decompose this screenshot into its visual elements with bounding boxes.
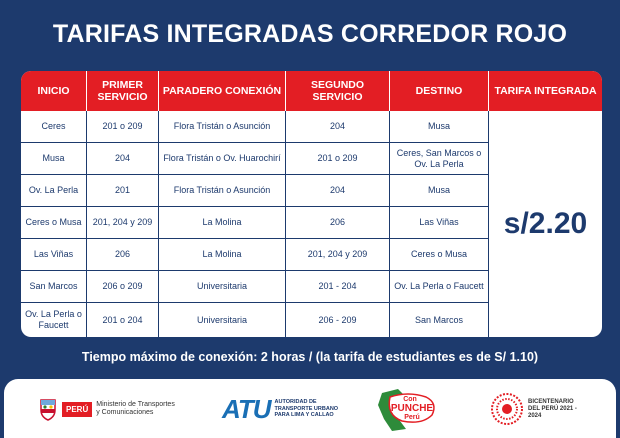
cell-inicio: Ov. La Perla o Faucett (21, 303, 87, 337)
fare-value: s/2.20 (503, 207, 588, 240)
cell-inicio: Ceres (21, 111, 87, 143)
cell-segundo-servicio: 206 (286, 207, 390, 239)
cell-inicio: Ov. La Perla (21, 175, 87, 207)
cell-paradero-conexion: Universitaria (159, 271, 286, 303)
con-punche-peru-logo (372, 385, 444, 433)
footer-logos (4, 379, 616, 438)
campaign-lettering-punche: PUNCHE (390, 403, 434, 414)
cell-destino: Ceres, San Marcos o Ov. La Perla (390, 143, 489, 175)
cell-destino: San Marcos (390, 303, 489, 337)
header-primer-servicio: PRIMER SERVICIO (87, 71, 159, 111)
connection-note: Tiempo máximo de conexión: 2 horas / (la tarifa de estudiantes es de S/ 1.10) (81, 350, 539, 364)
header-tarifa-integrada: TARIFA INTEGRADA (489, 71, 602, 111)
cell-segundo-servicio: 201 - 204 (286, 271, 390, 303)
cell-segundo-servicio: 201 o 209 (286, 143, 390, 175)
fare-table (21, 71, 602, 337)
cell-segundo-servicio: 201, 204 y 209 (286, 239, 390, 271)
cell-destino: Ceres o Musa (390, 239, 489, 271)
cell-primer-servicio: 201 (87, 175, 159, 207)
cell-inicio: San Marcos (21, 271, 87, 303)
cell-primer-servicio: 201 o 204 (87, 303, 159, 337)
cell-primer-servicio: 201 o 209 (87, 111, 159, 143)
cell-segundo-servicio: 204 (286, 175, 390, 207)
cell-paradero-conexion: Universitaria (159, 303, 286, 337)
cell-paradero-conexion: Flora Tristán o Asunción (159, 111, 286, 143)
atu-logo (222, 391, 339, 427)
cell-inicio: Musa (21, 143, 87, 175)
mtc-logo (38, 391, 176, 427)
cell-destino: Ov. La Perla o Faucett (390, 271, 489, 303)
cell-primer-servicio: 201, 204 y 209 (87, 207, 159, 239)
cell-destino: Las Viñas (390, 207, 489, 239)
cell-paradero-conexion: Flora Tristán o Ov. Huarochirí (159, 143, 286, 175)
cell-paradero-conexion: Flora Tristán o Asunción (159, 175, 286, 207)
campaign-lettering-peru: Perú (404, 414, 420, 421)
cell-paradero-conexion: La Molina (159, 207, 286, 239)
cell-destino: Musa (390, 175, 489, 207)
header-inicio: INICIO (21, 71, 87, 111)
bicentenario-emblem-icon (490, 392, 524, 426)
cell-paradero-conexion: La Molina (159, 239, 286, 271)
cell-primer-servicio: 206 o 209 (87, 271, 159, 303)
cell-segundo-servicio: 204 (286, 111, 390, 143)
con-punche-peru-artwork (372, 385, 444, 433)
cell-inicio: Ceres o Musa (21, 207, 87, 239)
cell-inicio: Las Viñas (21, 239, 87, 271)
cell-destino: Musa (390, 111, 489, 143)
atu-text: AUTORIDAD DE TRANSPORTE URBANO PARA LIMA Y CALLAO (274, 399, 339, 419)
header-segundo-servicio: SEGUNDO SERVICIO (286, 71, 390, 111)
cell-primer-servicio: 206 (87, 239, 159, 271)
campaign-lettering-con: Con (403, 396, 417, 403)
page-title: TARIFAS INTEGRADAS CORREDOR ROJO (52, 20, 568, 48)
coat-of-arms-icon (38, 397, 58, 421)
bicentenario-logo (490, 391, 584, 427)
cell-primer-servicio: 204 (87, 143, 159, 175)
cell-segundo-servicio: 206 - 209 (286, 303, 390, 337)
atu-mark: ATU (222, 393, 271, 424)
peru-label: PERÚ (62, 402, 92, 417)
header-destino: DESTINO (390, 71, 489, 111)
ministry-name: Ministerio de Transportes y Comunicaciones (96, 401, 175, 416)
header-paradero-conexion: PARADERO CONEXIÓN (159, 71, 286, 111)
bicentenario-text: BICENTENARIO DEL PERÚ 2021 - 2024 (528, 398, 577, 419)
